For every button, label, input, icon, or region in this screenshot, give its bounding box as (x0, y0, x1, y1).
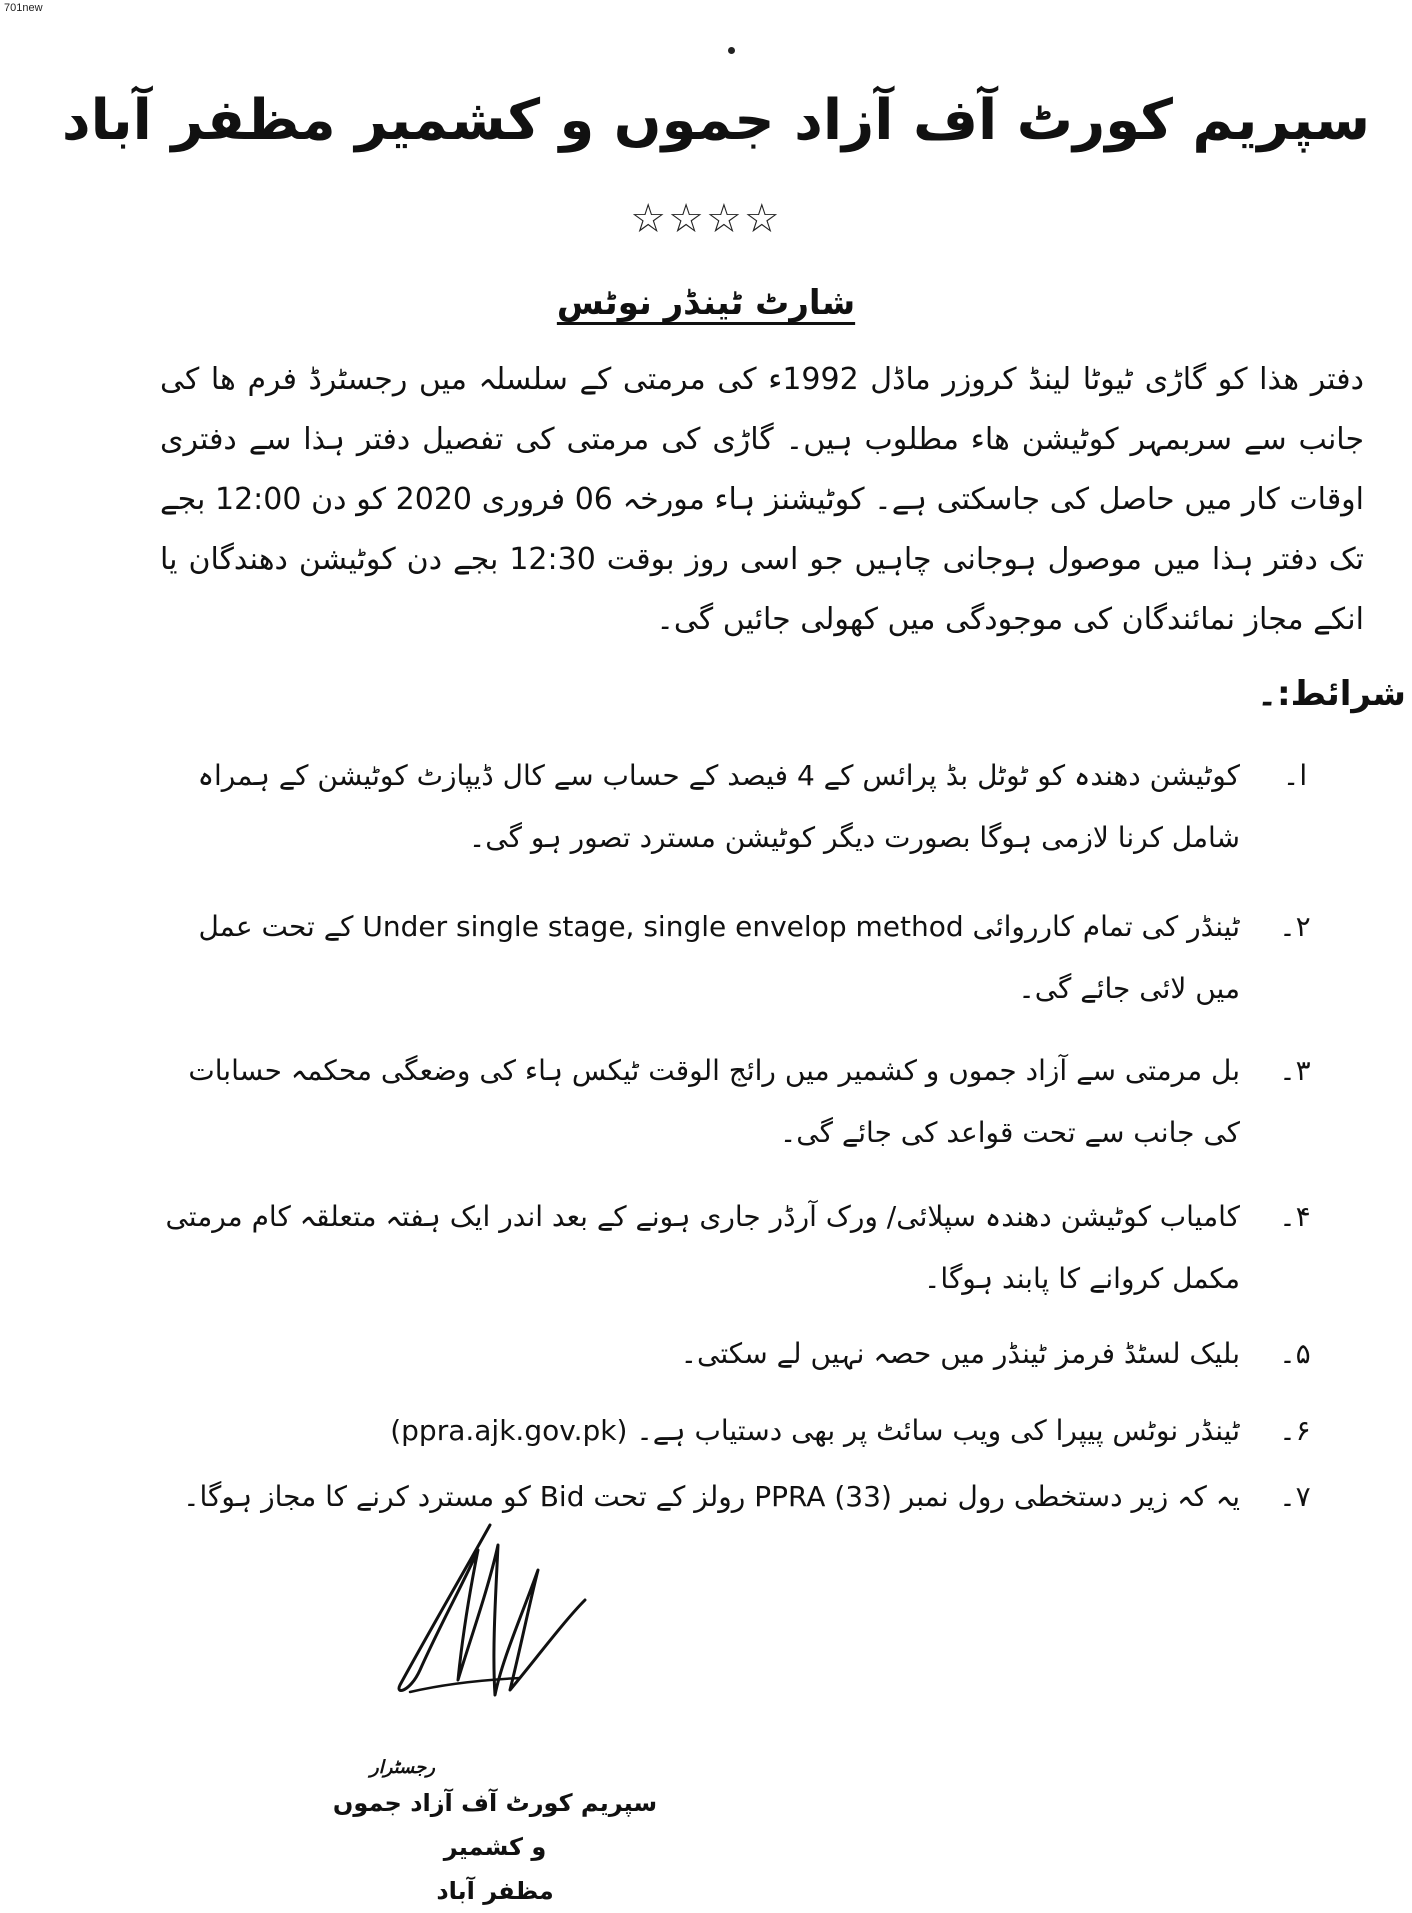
condition-number: ۷۔ (1279, 1480, 1311, 1513)
condition-number: ۵۔ (1279, 1337, 1311, 1370)
conditions-heading: شرائط:۔ (1257, 674, 1406, 714)
condition-item (160, 745, 1350, 869)
notice-subtitle-text: شارٹ ٹینڈر نوٹس (556, 283, 856, 323)
signature-block (330, 1755, 660, 1913)
punch-hole-mark (728, 47, 735, 54)
signatory-place: مظفر آباد (436, 1877, 554, 1905)
handwritten-signature (370, 1510, 610, 1710)
condition-number: ۳۔ (1279, 1054, 1311, 1087)
signatory-organization: سپریم کورٹ آف آزاد جموں و کشمیر (332, 1789, 658, 1861)
condition-item (160, 896, 1350, 1020)
signatory-role: رجسٹرار (370, 1757, 435, 1778)
condition-item (160, 1323, 1350, 1385)
condition-item (160, 1466, 1350, 1528)
condition-text: بلیک لسٹڈ فرمز ٹینڈر میں حصہ نہیں لے سکتی۔ (680, 1337, 1240, 1370)
condition-item (160, 1400, 1350, 1462)
condition-text: ٹینڈر کی تمام کارروائی Under single stage, single envelop method کے تحت عمل میں لائی جائے گی۔ (198, 910, 1240, 1005)
condition-text: بل مرمتی سے آزاد جموں و کشمیر میں رائج الوقت ٹیکس ہاء کی وضعگی محکمہ حسابات کی جانب سے تحت قواعد کی جائے گی۔ (188, 1054, 1240, 1149)
condition-number: ۶۔ (1279, 1414, 1311, 1447)
condition-text: کوٹیشن دھندہ کو ٹوٹل بڈ پرائس کے 4 فیصد کے حساب سے کال ڈیپازٹ کوٹیشن کے ہمراہ شامل کرنا لازمی ہوگا بصورت دیگر کوٹیشن مسترد تصور ہو گی۔ (197, 759, 1240, 854)
page-title: سپریم کورٹ آف آزاد جموں و کشمیر مظفر آباد (61, 88, 1371, 153)
star-ornament: ☆☆☆☆ (630, 196, 782, 242)
notice-body: دفتر ھذا کو گاڑی ٹیوٹا لینڈ کروزر ماڈل 1992ء کی مرمتی کے سلسلہ میں رجسٹرڈ فرم ھا کی جانب سے سربمہر کوٹیشن ھاء مطلوب ہیں۔ گاڑی کی مرمتی کی تفصیل دفتر ہذا سے دفتری اوقات کار میں حاصل کی جاسکتی ہے۔ کوٹیشنز ہاء مورخہ 06 فروری 2020 کو دن 12:00 بجے تک دفتر ہذا میں موصول ہوجانی چاہیں جو اسی روز بوقت 12:30 بجے دن کوٹیشن دھندگان یا انکے مجاز نمائندگان کی موجودگی میں کھولی جائیں گی۔ (160, 362, 1365, 637)
condition-text: ٹینڈر نوٹس پیپرا کی ویب سائٹ پر بھی دستیاب ہے۔ (ppra.ajk.gov.pk) (390, 1414, 1240, 1447)
document-id: 701new (4, 2, 43, 14)
condition-number: ا۔ (1282, 759, 1308, 792)
condition-text: یہ کہ زیر دستخطی رول نمبر (33) PPRA رولز کے تحت Bid کو مسترد کرنے کا مجاز ہوگا۔ (183, 1480, 1240, 1513)
condition-text: کامیاب کوٹیشن دھندہ سپلائی/ ورک آرڈر جاری ہونے کے بعد اندر ایک ہفتہ متعلقہ کام مرمتی مکمل کروانے کا پابند ہوگا۔ (165, 1200, 1240, 1295)
condition-number: ۲۔ (1279, 910, 1311, 943)
condition-item (160, 1040, 1350, 1164)
condition-item (160, 1186, 1350, 1310)
condition-number: ۴۔ (1279, 1200, 1311, 1233)
notice-subtitle (0, 283, 1412, 323)
